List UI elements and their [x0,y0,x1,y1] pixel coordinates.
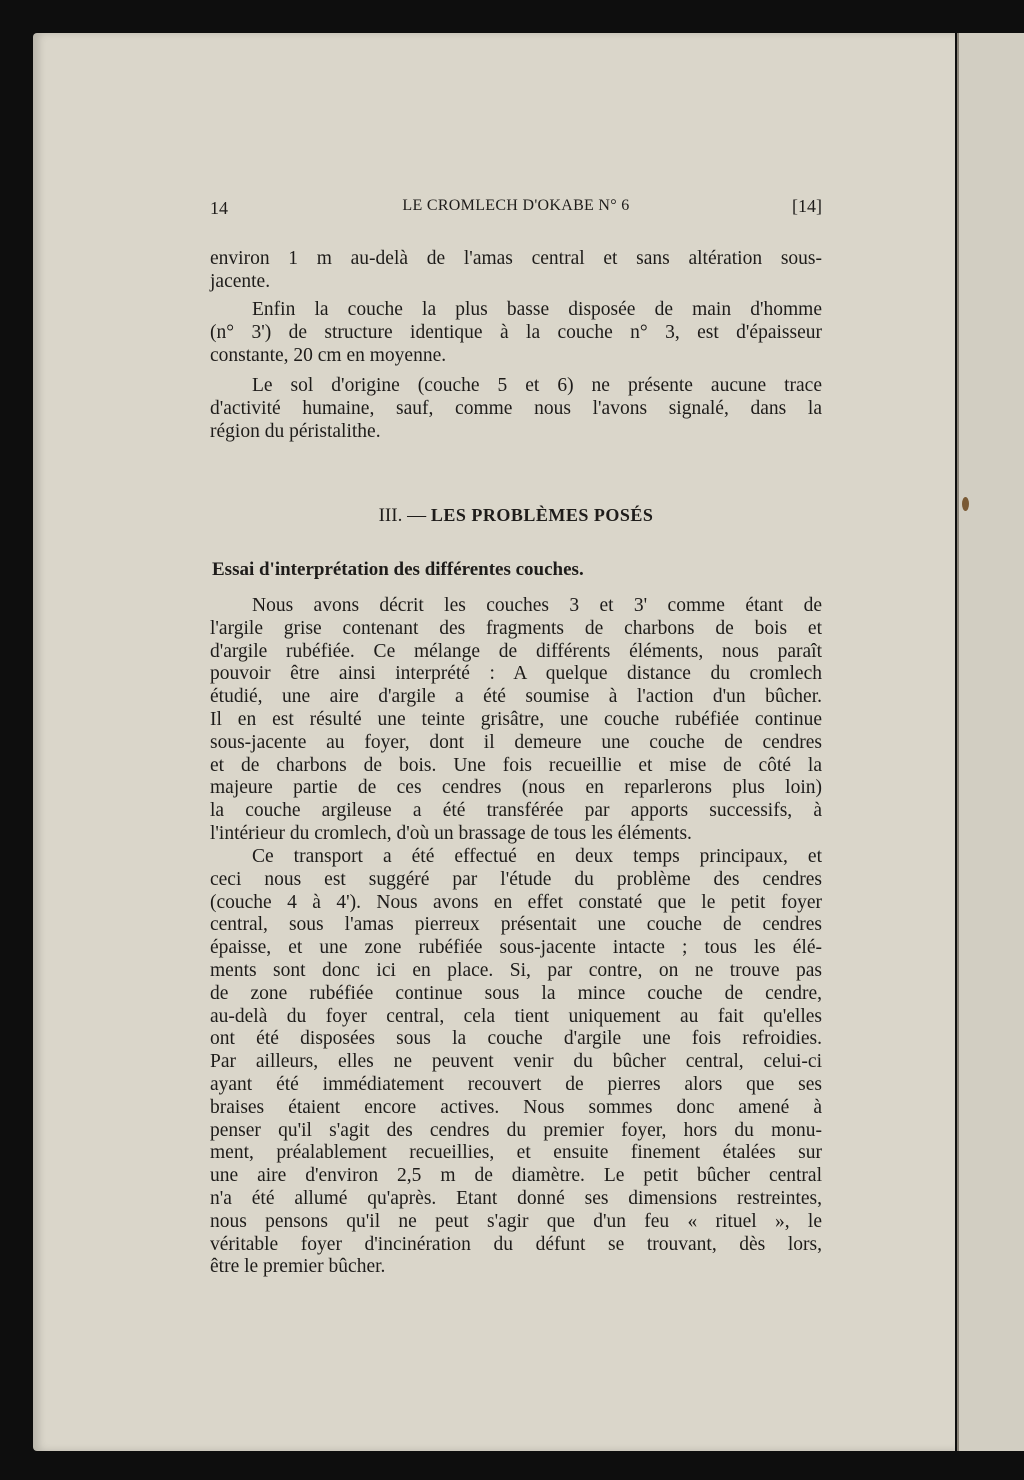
subheading: Essai d'interprétation des différentes couches. [212,559,584,580]
text-line: Ce transport a été effectué en deux temps principaux, et [252,846,822,867]
text-line: Nous avons décrit les couches 3 et 3' comme étant de [252,595,822,616]
text-line: ont été disposées sous la couche d'argile une fois refroidies. [210,1028,822,1050]
text-line: une aire d'environ 2,5 m de diamètre. Le petit bûcher central [210,1165,822,1187]
text-line: Le sol d'origine (couche 5 et 6) ne présente aucune trace [252,375,822,396]
section-number: III. — [378,505,427,526]
next-page-edge [957,33,1024,1451]
paragraph [210,299,822,367]
text-line: (couche 4 à 4'). Nous avons en effet constaté que le petit foyer [210,891,822,913]
text-line: d'activité humaine, sauf, comme nous l'avons signalé, dans la [210,397,822,419]
text-line: nous pensons qu'il ne peut s'agir que d'un feu « rituel », le [210,1210,822,1232]
section-heading [210,505,822,527]
text-line: l'argile grise contenant des fragments de charbons de bois et [210,617,822,639]
text-line: n'a été allumé qu'après. Etant donné ses dimensions restreintes, [210,1187,822,1209]
text-line: (n° 3') de structure identique à la couche n° 3, est d'épaisseur [210,321,822,343]
text-line: pouvoir être ainsi interprété : A quelque distance du cromlech [210,663,822,685]
text-line: constante, 20 cm en moyenne. [210,344,447,366]
paper-stain [962,497,969,511]
text-line: et de charbons de bois. Une fois recueillie et mise de côté la [210,754,822,776]
paragraph [210,595,822,846]
text-line: ayant été immédiatement recouvert de pierres alors que ses [210,1073,822,1095]
text-line: la couche argileuse a été transférée par apports successifs, à [210,800,822,822]
running-title: LE CROMLECH D'OKABE N° 6 [402,197,630,214]
section-title: LES PROBLÈMES POSÉS [430,505,654,525]
page-number: 14 [210,198,228,218]
text-line: d'argile rubéfiée. Ce mélange de différents éléments, nous paraît [210,640,822,662]
text-line: central, sous l'amas pierreux présentait une couche de cendres [210,914,822,936]
paragraph [210,846,822,1279]
text-line: Il en est résulté une teinte grisâtre, une couche rubéfiée continue [210,708,822,730]
text-line: de zone rubéfiée continue sous la mince couche de cendre, [210,982,822,1004]
text-line: épaisse, et une zone rubéfiée sous-jacente intacte ; tous les élé- [210,937,822,959]
text-line: Par ailleurs, elles ne peuvent venir du bûcher central, celui-ci [210,1051,822,1073]
text-line: ments sont donc ici en place. Si, par contre, on ne trouve pas [210,959,822,981]
text-line: l'intérieur du cromlech, d'où un brassage de tous les éléments. [210,822,692,844]
text-line: véritable foyer d'incinération du défunt se trouvant, dès lors, [210,1233,822,1255]
text-line: environ 1 m au-delà de l'amas central et sans altération sous- [210,248,822,269]
text-line: penser qu'il s'agit des cendres du premier foyer, hors du monu- [210,1119,822,1141]
text-line: sous-jacente au foyer, dont il demeure une couche de cendres [210,731,822,753]
running-header [210,196,822,222]
text-line: étudié, une aire d'argile a été soumise à l'action d'un bûcher. [210,686,822,708]
text-line: au-delà du foyer central, cela tient uniquement au fait qu'elles [210,1005,822,1027]
text-line: ceci nous est suggéré par l'étude du problème des cendres [210,868,822,890]
text-line: Enfin la couche la plus basse disposée de main d'homme [252,299,822,320]
paragraph [210,248,822,294]
text-line: majeure partie de ces cendres (nous en reparlerons plus loin) [210,777,822,799]
paragraph [210,375,822,443]
bracket-page-number: [14] [792,196,822,216]
text-line: région du péristalithe. [210,420,381,442]
text-line: être le premier bûcher. [210,1256,386,1278]
text-line: ment, préalablement recueillies, et ensuite finement étalées sur [210,1142,822,1164]
text-line: jacente. [210,270,271,292]
text-line: braises étaient encore actives. Nous sommes donc amené à [210,1096,822,1118]
